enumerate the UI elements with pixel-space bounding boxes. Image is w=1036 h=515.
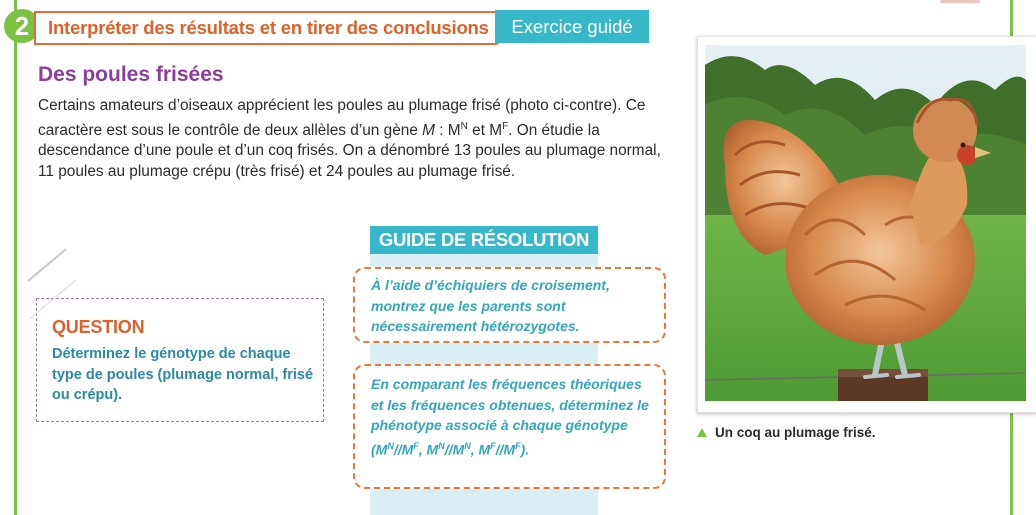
allele-n-sup: N (460, 120, 468, 132)
question-text: Déterminez le génotype de chaque type de poules (plumage normal, frisé ou crépu). (52, 346, 314, 403)
intro-paragraph (38, 96, 678, 182)
hint-2-text-f: //M (495, 441, 516, 458)
intro-colon: : M (434, 121, 461, 139)
hint-2-sup-1: N (387, 440, 394, 451)
guide-title: GUIDE DE RÉSOLUTION (370, 226, 598, 254)
intro-et: et M (467, 121, 503, 139)
hint-box-1 (353, 267, 666, 343)
hint-1-text: À l’aide d’échiquiers de croisement, montrez que les parents sont nécessairement hétérozygotes. (371, 277, 610, 334)
hint-2-sup-4: N (464, 440, 471, 451)
gene-name: M (422, 121, 435, 139)
exercise-tag: Exercice guidé (495, 10, 649, 43)
hint-2-text-d: //M (444, 441, 465, 458)
question-label: QUESTION (52, 317, 145, 337)
hint-2-sup-6: F (515, 440, 521, 451)
hint-2-text-a: En comparant les fréquences théoriques et les fréquences obtenues, déterminez le phénotype associé à chaque génotype (M (371, 376, 649, 458)
triangle-icon (697, 428, 707, 437)
top-decoration (940, 0, 980, 3)
rooster-photo (705, 45, 1026, 401)
intro-text-2: . On étudie la descendance d’une poule et d’un coq frisés. On a dénombré 13 poules au plumage normal, 11 poules au plumage crépu (très frisé) et 24 poules au plumage frisé. (38, 121, 661, 180)
question-corner-line (27, 248, 67, 282)
section-title: Des poules frisées (38, 63, 224, 86)
exercise-number-badge: 2 (4, 9, 40, 43)
page-border-left (14, 0, 17, 515)
hint-2-text-g: ). (520, 441, 530, 458)
exercise-title: Interpréter des résultats et en tirer des conclusions (34, 11, 501, 45)
allele-f-sup: F (502, 120, 509, 132)
hint-2-text-c: , M (418, 441, 439, 458)
hint-2-sup-5: F (490, 440, 496, 451)
intro-text-1: Certains amateurs d’oiseaux apprécient les poules au plumage frisé (photo ci-contre). Ce caractère est sous le contrôle de deux allèles d’un gène (38, 97, 646, 139)
hint-2-text-b: //M (393, 441, 414, 458)
hint-2-text-e: , M (470, 441, 491, 458)
hint-box-2 (353, 364, 666, 489)
photo-caption (697, 425, 876, 440)
hint-2-sup-2: F (413, 440, 419, 451)
rooster-illustration (705, 45, 1026, 401)
photo-caption-text: Un coq au plumage frisé. (715, 425, 876, 440)
hint-2-sup-3: N (438, 440, 445, 451)
